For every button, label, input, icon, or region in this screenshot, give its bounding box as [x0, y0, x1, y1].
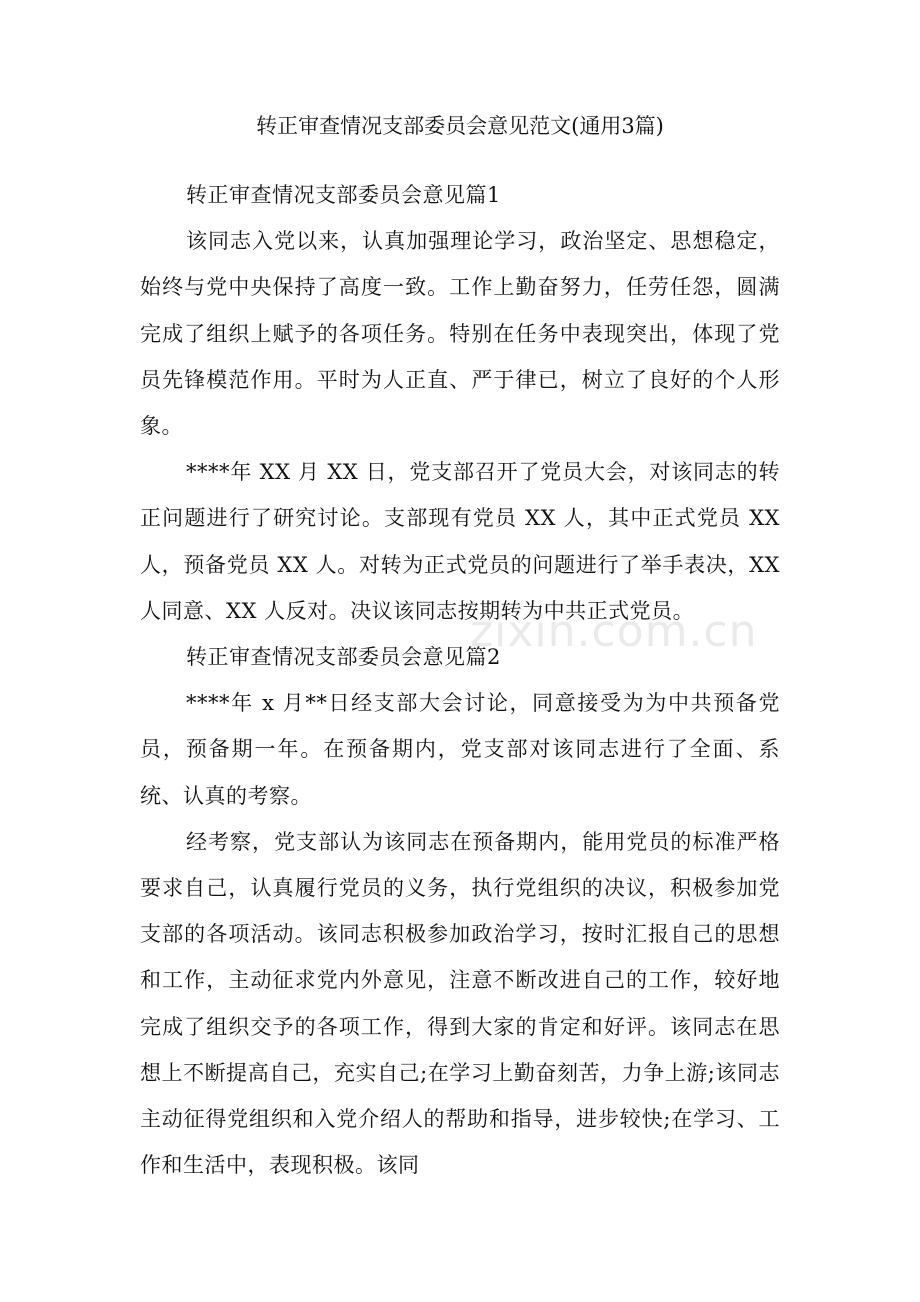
paragraph: ****年 x 月**日经支部大会讨论，同意接受为为中共预备党员，预备期一年。在预备期内，党支部对该同志进行了全面、系统、认真的考察。: [140, 691, 780, 808]
paragraph: 经考察，党支部认为该同志在预备期内，能用党员的标准严格要求自己，认真履行党员的义务，执行党组织的决议，积极参加党支部的各项活动。该同志积极参加政治学习，按时汇报自己的思想和工作，主动征求党内外意见，注意不断改进自己的工作，较好地完成了组织交予的各项工作，得到大家的肯定和好评。该同志在思想上不断提高自己，充实自己;在学习上勤奋刻苦，力争上游;该同志主动征得党组织和入党介绍人的帮助和指导，进步较快;在学习、工作和生活中，表现积极。该同: [140, 829, 780, 1178]
document-body: [140, 172, 780, 1188]
watermark: zixin.com.cn: [470, 606, 758, 657]
section-heading-1: 转正审查情况支部委员会意见篇1: [186, 183, 501, 207]
paragraph: 该同志入党以来，认真加强理论学习，政治坚定、思想稳定，始终与党中央保持了高度一致。工作上勤奋努力，任劳任怨，圆满完成了组织上赋予的各项任务。特别在任务中表现突出，体现了党员先锋模范作用。平时为人正直、严于律已，树立了良好的个人形象。: [140, 229, 780, 439]
document-title: 转正审查情况支部委员会意见范文(通用3篇): [256, 114, 664, 138]
section-heading-2: 转正审查情况支部委员会意见篇2: [186, 645, 501, 670]
paragraph: ****年 XX 月 XX 日，党支部召开了党员大会，对该同志的转正问题进行了研究讨论。支部现有党员 XX 人，其中正式党员 XX 人，预备党员 XX 人。对转为正式党员的问题进行了举手表决，XX 人同意、XX 人反对。决议该同志按期转为中共正式党员。: [140, 460, 780, 623]
